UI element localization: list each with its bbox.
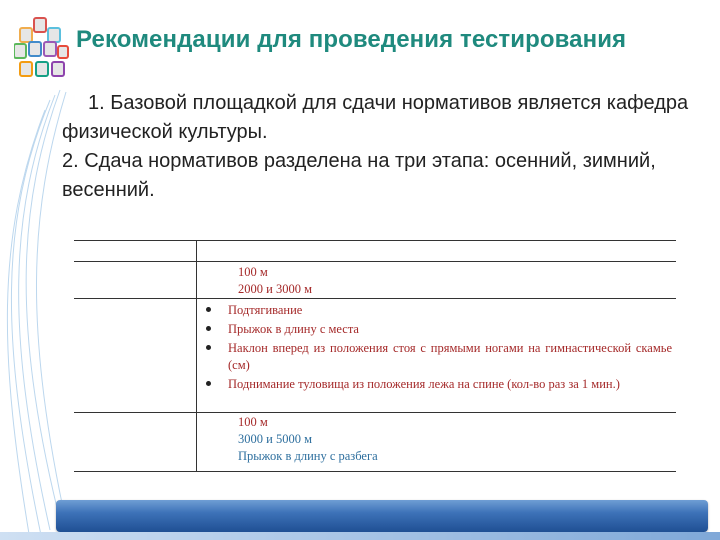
table-cell bbox=[202, 302, 672, 393]
table-cell bbox=[238, 264, 672, 298]
table-header-row bbox=[74, 240, 676, 261]
cell-line: Прыжок в длину с разбега bbox=[238, 449, 378, 463]
norms-table bbox=[74, 240, 676, 472]
slide-title: Рекомендации для проведения тестирования bbox=[76, 26, 627, 53]
cell-line: 2000 и 3000 м bbox=[238, 282, 312, 296]
bullet-item bbox=[202, 376, 672, 393]
bullet-item bbox=[202, 340, 672, 374]
bottom-strip bbox=[0, 532, 720, 540]
bullet-dot bbox=[206, 345, 211, 350]
cell-line: 100 м bbox=[238, 415, 268, 429]
paragraph-1-text: 1. Базовой площадкой для сдачи нормативов является кафедра физической культуры. bbox=[62, 92, 689, 143]
bullet-dot bbox=[206, 326, 211, 331]
table-cell bbox=[238, 414, 672, 465]
column-divider bbox=[196, 241, 197, 261]
paragraph-2: 2. Сдача нормативов разделена на три этапа: осенний, зимний, весенний. bbox=[62, 150, 656, 201]
bullet-item bbox=[202, 321, 672, 338]
gto-logo-icon bbox=[14, 16, 70, 82]
table-row bbox=[74, 261, 676, 298]
footer-bar bbox=[56, 500, 708, 532]
column-divider bbox=[196, 262, 197, 298]
cell-line: 3000 и 5000 м bbox=[238, 432, 312, 446]
bullet-text: Прыжок в длину с места bbox=[228, 322, 359, 336]
bullet-dot bbox=[206, 307, 211, 312]
table-row bbox=[74, 412, 676, 472]
bullet-text: Поднимание туловища из положения лежа на спине (кол-во раз за 1 мин.) bbox=[228, 377, 620, 391]
bullet-item bbox=[202, 302, 672, 319]
column-divider bbox=[196, 299, 197, 412]
cell-line: 100 м bbox=[238, 265, 268, 279]
bullet-text: Подтягивание bbox=[228, 303, 303, 317]
bullet-text: Наклон вперед из положения стоя с прямыми ногами на гимнастической скамье (см) bbox=[228, 341, 672, 372]
paragraph-1 bbox=[62, 89, 702, 147]
column-divider bbox=[196, 413, 197, 471]
table-row bbox=[74, 298, 676, 412]
bullet-dot bbox=[206, 381, 211, 386]
